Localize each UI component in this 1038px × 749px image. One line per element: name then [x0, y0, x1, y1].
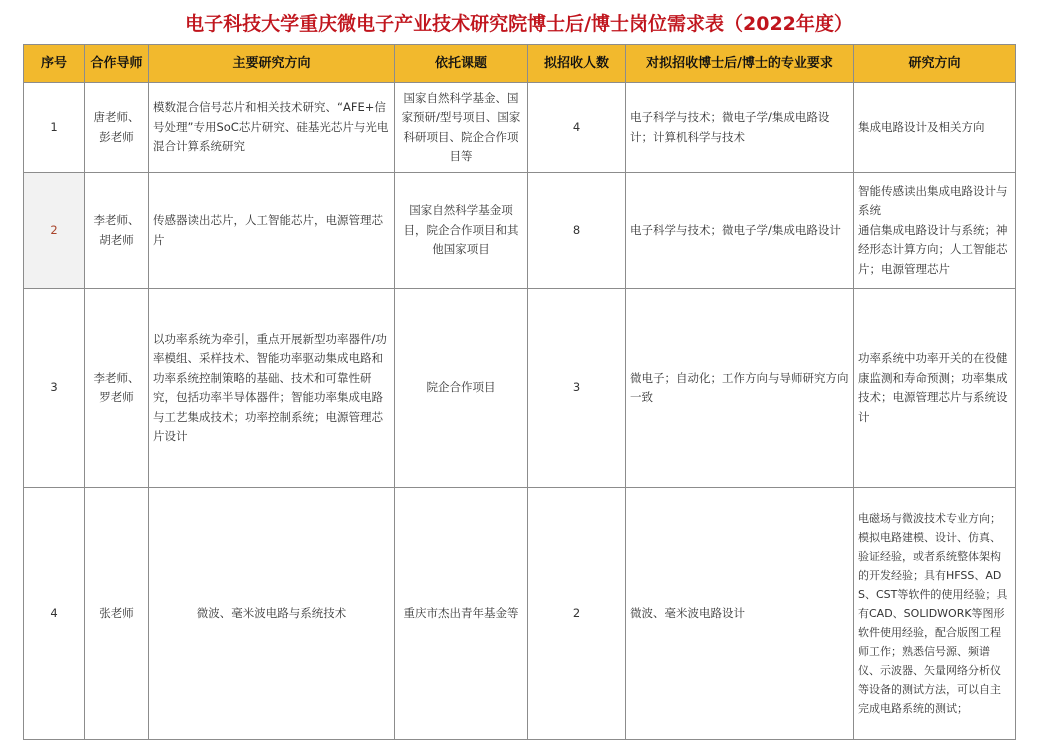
cell-advisor: 张老师 — [85, 488, 149, 740]
cell-research: 功率系统中功率开关的在役健康监测和寿命预测；功率集成技术；电源管理芯片与系统设计 — [854, 289, 1016, 488]
cell-requirement: 电子科学与技术；微电子学/集成电路设计；计算机科学与技术 — [626, 83, 854, 173]
cell-research: 集成电路设计及相关方向 — [854, 83, 1016, 173]
column-header-requirement: 对拟招收博士后/博士的专业要求 — [626, 45, 854, 83]
cell-advisor: 李老师、胡老师 — [85, 173, 149, 289]
cell-requirement: 微电子；自动化；工作方向与导师研究方向一致 — [626, 289, 854, 488]
cell-index: 3 — [24, 289, 85, 488]
table-row — [24, 488, 1016, 740]
requirements-table — [23, 44, 1016, 740]
cell-count: 4 — [528, 83, 626, 173]
cell-main-direction: 模数混合信号芯片和相关技术研究、“AFE+信号处理”专用SoC芯片研究、硅基光芯片与光电混合计算系统研究 — [149, 83, 395, 173]
cell-main-direction: 以功率系统为牵引，重点开展新型功率器件/功率模组、采样技术、智能功率驱动集成电路和功率系统控制策略的基础、技术和可靠性研究，包括功率半导体器件；智能功率集成电路与工艺集成技术；功率控制系统；电源管理芯片设计 — [149, 289, 395, 488]
cell-project: 院企合作项目 — [395, 289, 528, 488]
cell-count: 8 — [528, 173, 626, 289]
table-row — [24, 173, 1016, 289]
table-row — [24, 289, 1016, 488]
cell-index: 4 — [24, 488, 85, 740]
cell-index: 1 — [24, 83, 85, 173]
table-header-row — [24, 45, 1016, 83]
column-header-advisor: 合作导师 — [85, 45, 149, 83]
cell-advisor: 李老师、罗老师 — [85, 289, 149, 488]
cell-count: 2 — [528, 488, 626, 740]
column-header-count: 拟招收人数 — [528, 45, 626, 83]
column-header-project: 依托课题 — [395, 45, 528, 83]
cell-research: 电磁场与微波技术专业方向；模拟电路建模、设计、仿真、验证经验，或者系统整体架构的开发经验；具有HFSS、ADS、CST等软件的使用经验；具有CAD、SOLIDWORK等图形软件使用经验，配合版图工程师工作；熟悉信号源、频谱仪、示波器、矢量网络分析仪等设备的测试方法，可以自主完成电路系统的测试； — [854, 488, 1016, 740]
column-header-research: 研究方向 — [854, 45, 1016, 83]
cell-main-direction: 传感器读出芯片，人工智能芯片，电源管理芯片 — [149, 173, 395, 289]
table-row — [24, 83, 1016, 173]
cell-requirement: 微波、毫米波电路设计 — [626, 488, 854, 740]
cell-project: 重庆市杰出青年基金等 — [395, 488, 528, 740]
column-header-main-direction: 主要研究方向 — [149, 45, 395, 83]
page-title: 电子科技大学重庆微电子产业技术研究院博士后/博士岗位需求表（2022年度） — [185, 13, 853, 35]
column-header-index: 序号 — [24, 45, 85, 83]
cell-research: 智能传感读出集成电路设计与系统 通信集成电路设计与系统；神经形态计算方向；人工智能芯片；电源管理芯片 — [854, 173, 1016, 289]
cell-main-direction: 微波、毫米波电路与系统技术 — [149, 488, 395, 740]
cell-index: 2 — [24, 173, 85, 289]
cell-count: 3 — [528, 289, 626, 488]
cell-advisor: 唐老师、彭老师 — [85, 83, 149, 173]
cell-project: 国家自然科学基金项目，院企合作项目和其他国家项目 — [395, 173, 528, 289]
cell-requirement: 电子科学与技术；微电子学/集成电路设计 — [626, 173, 854, 289]
cell-project: 国家自然科学基金、国家预研/型号项目、国家科研项目、院企合作项目等 — [395, 83, 528, 173]
